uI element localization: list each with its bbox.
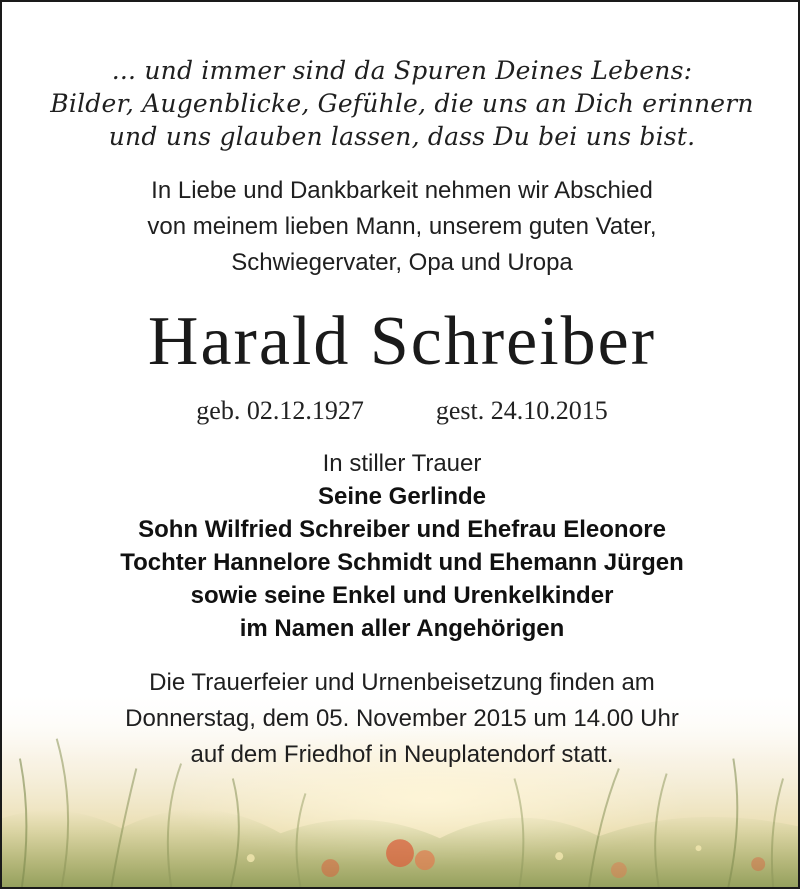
mourner-line-5: im Namen aller Angehörigen (239, 615, 565, 642)
quote-line-2: Bilder, Augenblicke, Gefühle, die uns an Dich erinnern (50, 89, 754, 118)
ceremony-line-2: Donnerstag, dem 05. November 2015 um 14.00 Uhr (125, 705, 679, 732)
life-dates (2, 396, 800, 426)
farewell-line-3: Schwiegervater, Opa und Uropa (231, 249, 573, 276)
ceremony-line-1: Die Trauerfeier und Urnenbeisetzung finden am (149, 669, 655, 696)
mourner-line-4: sowie seine Enkel und Urenkelkinder (190, 582, 614, 609)
quote-line-1: ... und immer sind da Spuren Deines Lebens: (111, 56, 693, 85)
birth-date: geb. 02.12.1927 (196, 396, 364, 425)
quote-line-3: und uns glauben lassen, dass Du bei uns bist. (108, 122, 696, 151)
mourner-line-3: Tochter Hannelore Schmidt und Ehemann Jürgen (120, 549, 684, 576)
death-date: gest. 24.10.2015 (435, 396, 608, 425)
deceased-name: Harald Schreiber (147, 303, 657, 380)
ceremony-line-3: auf dem Friedhof in Neuplatendorf statt. (190, 741, 614, 768)
farewell-line-1: In Liebe und Dankbarkeit nehmen wir Abschied (151, 177, 653, 204)
farewell-line-2: von meinem lieben Mann, unserem guten Vater, (147, 213, 657, 240)
mourner-line-2: Sohn Wilfried Schreiber und Ehefrau Eleonore (138, 516, 666, 543)
mourners-intro: In stiller Trauer (322, 450, 482, 477)
mourner-line-1: Seine Gerlinde (317, 483, 487, 510)
